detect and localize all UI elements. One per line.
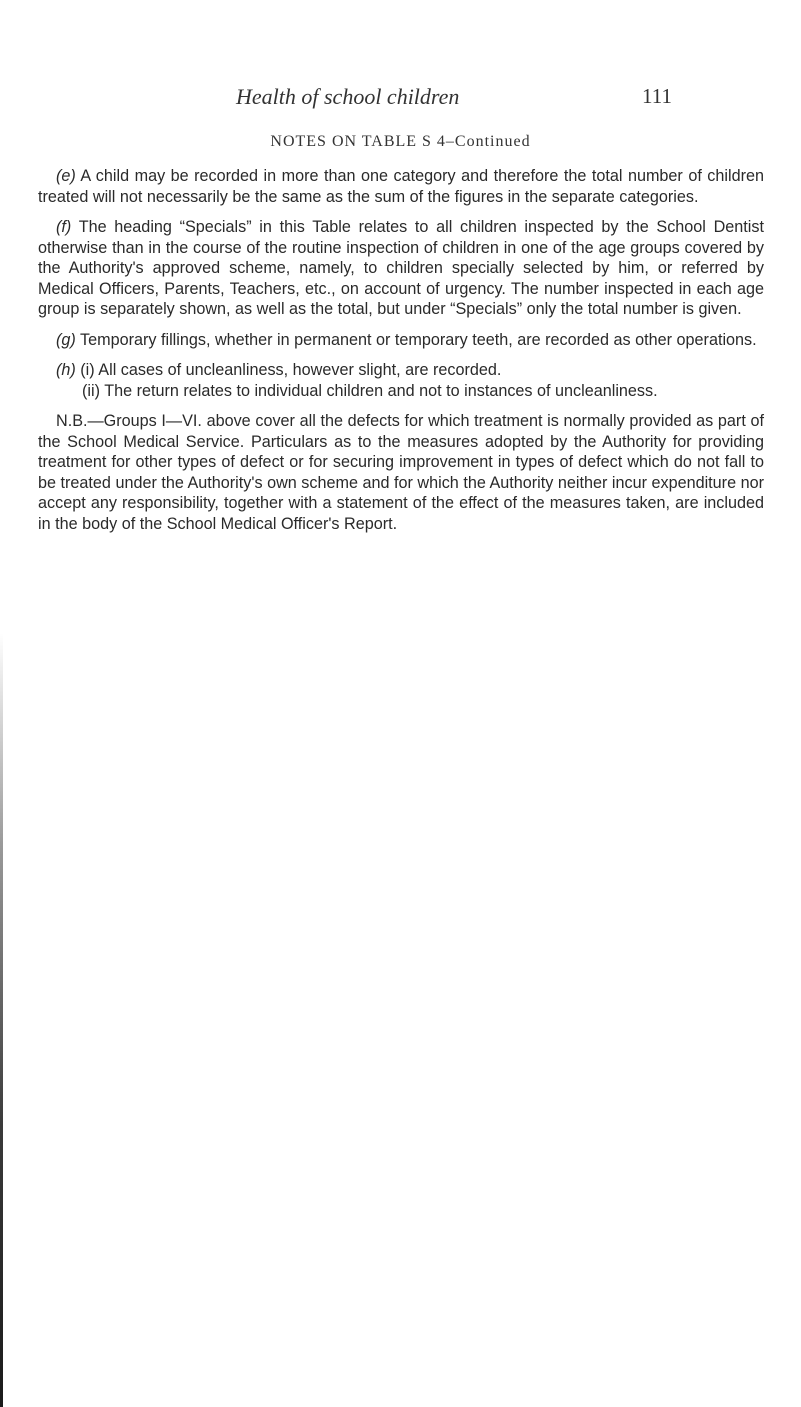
note-h-item-1-text: All cases of uncleanliness, however slight, are recorded. <box>98 361 502 379</box>
note-h-item-2 <box>38 381 764 402</box>
note-e <box>38 166 764 207</box>
note-f-text: The heading “Specials” in this Table relates to all children inspected by the School Dentist otherwise than in the course of the routine inspection of children in one of the age groups covered by the Authority's approved scheme, namely, to children specially selected by him, or referred by Medical Officers, Parents, Teachers, etc., on account of urgency. The number inspected in each age group is separately shown, as well as the total, but under “Specials” only the total number is given. <box>38 218 764 318</box>
note-f-marker: (f) <box>56 218 72 236</box>
note-nb-text: N.B.—Groups I—VI. above cover all the defects for which treatment is normally provided as part of the School Medical Service. Particulars as to the measures adopted by the Authority for providing treatment for other types of defect or for securing improvement in types of defect which do not fall to be treated under the Authority's own scheme and for which the Authority neither incur expenditure nor accept any responsibility, together with a statement of the effect of the measures taken, are included in the body of the School Medical Officer's Report. <box>38 412 764 533</box>
note-g-marker: (g) <box>56 330 76 349</box>
page-edge <box>0 0 3 1407</box>
note-h-item-2-marker: (ii) <box>82 381 100 400</box>
note-h-marker: (h) <box>56 361 76 379</box>
note-h <box>38 360 764 381</box>
running-title: Health of school children <box>236 84 460 109</box>
page-number: 111 <box>642 84 672 108</box>
note-g <box>38 330 764 351</box>
note-e-text: A child may be recorded in more than one category and therefore the total number of children treated will not necessarily be the same as the sum of the figures in the separate categories. <box>38 167 764 206</box>
note-h-item-2-text: The return relates to individual children and not to instances of uncleanliness. <box>104 381 658 400</box>
notes-body <box>38 166 764 544</box>
running-head <box>0 84 801 108</box>
page-heading: NOTES ON TABLE S 4–Continued <box>270 133 531 150</box>
note-nb <box>38 411 764 534</box>
note-h-item-1-marker: (i) <box>80 361 95 379</box>
note-f <box>38 217 764 320</box>
note-e-marker: (e) <box>56 167 76 185</box>
note-g-text: Temporary fillings, whether in permanent or temporary teeth, are recorded as other operations. <box>80 330 757 349</box>
